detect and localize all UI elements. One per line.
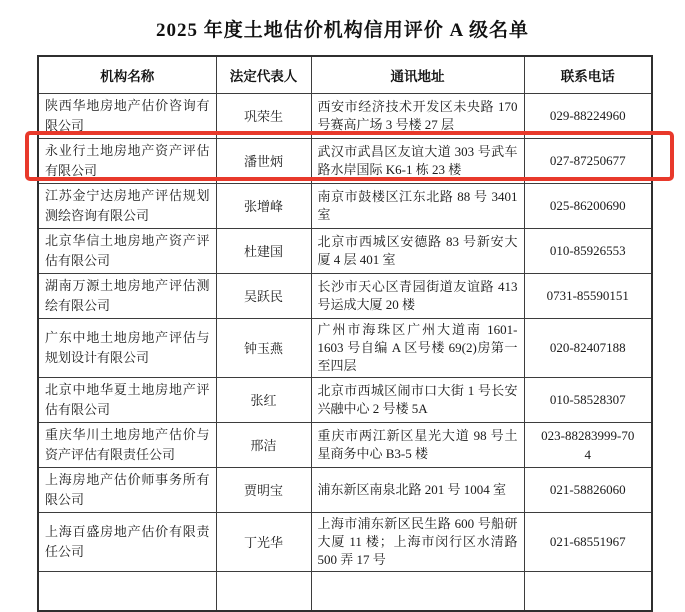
- phone-cell: [524, 318, 652, 377]
- table-row: [38, 228, 652, 273]
- col-header-org-name: 机构名称: [38, 56, 216, 93]
- col-header-phone: 联系电话: [524, 56, 652, 93]
- org-name-cell: 陕西华地房地产估价咨询有限公司: [38, 93, 216, 138]
- address-cell: 浦东新区南泉北路 201 号 1004 室: [311, 467, 524, 512]
- phone-cell: [524, 138, 652, 183]
- org-name-cell: [38, 571, 216, 611]
- phone-number: 027-87250677: [549, 153, 626, 168]
- phone-number: 021-58826060: [549, 482, 626, 497]
- legal-rep-cell: 张红: [216, 377, 311, 422]
- address-cell: 西安市经济技术开发区未央路 170 号赛高广场 3 号楼 27 层: [311, 93, 524, 138]
- address-cell: 上海市浦东新区民生路 600 号船研大厦 11 楼；上海市闵行区水清路 500 弄 17 号: [311, 512, 524, 571]
- address-cell: 南京市鼓楼区江东北路 88 号 3401 室: [311, 183, 524, 228]
- legal-rep-cell: 邢洁: [216, 422, 311, 467]
- org-name-cell: 永业行土地房地产资产评估有限公司: [38, 138, 216, 183]
- address-cell: [311, 571, 524, 611]
- col-header-address: 通讯地址: [311, 56, 524, 93]
- org-name-cell: 上海百盛房地产估价有限责任公司: [38, 512, 216, 571]
- address-cell: 武汉市武昌区友谊大道 303 号武车路水岸国际 K6-1 栋 23 楼: [311, 138, 524, 183]
- legal-rep-cell: 吴跃民: [216, 273, 311, 318]
- org-name-cell: 重庆华川土地房地产估价与资产评估有限责任公司: [38, 422, 216, 467]
- legal-rep-cell: 巩荣生: [216, 93, 311, 138]
- org-name-cell: 江苏金宁达房地产评估规划测绘咨询有限公司: [38, 183, 216, 228]
- phone-cell: [524, 93, 652, 138]
- phone-cell: [524, 422, 652, 467]
- address-cell: 北京市西城区安德路 83 号新安大厦 4 层 401 室: [311, 228, 524, 273]
- address-cell: 重庆市两江新区星光大道 98 号土星商务中心 B3-5 楼: [311, 422, 524, 467]
- phone-cell: [524, 228, 652, 273]
- phone-number: 0731-85590151: [546, 288, 629, 303]
- org-name-cell: 广东中地土地房地产评估与规划设计有限公司: [38, 318, 216, 377]
- table-row: [38, 318, 652, 377]
- phone-cell: [524, 512, 652, 571]
- phone-number: 029-88224960: [549, 108, 626, 123]
- legal-rep-cell: 张增峰: [216, 183, 311, 228]
- org-name-cell: 上海房地产估价师事务所有限公司: [38, 467, 216, 512]
- table-row: [38, 138, 652, 183]
- table-row: [38, 377, 652, 422]
- legal-rep-cell: 贾明宝: [216, 467, 311, 512]
- phone-number: 025-86200690: [549, 198, 626, 213]
- phone-cell: [524, 571, 652, 611]
- agency-table: [37, 55, 653, 612]
- table-row: [38, 512, 652, 571]
- address-cell: 长沙市天心区青园街道友谊路 413 号运成大厦 20 楼: [311, 273, 524, 318]
- page-title: 2025 年度土地估价机构信用评价 A 级名单: [156, 20, 529, 41]
- table-row: [38, 273, 652, 318]
- address-cell: 广州市海珠区广州大道南 1601-1603 号自编 A 区号楼 69(2)房第一至四层: [311, 318, 524, 377]
- address-cell: 北京市西城区闹市口大街 1 号长安兴融中心 2 号楼 5A: [311, 377, 524, 422]
- legal-rep-cell: [216, 571, 311, 611]
- table-body: [38, 93, 652, 611]
- legal-rep-cell: 杜建国: [216, 228, 311, 273]
- phone-cell: [524, 183, 652, 228]
- legal-rep-cell: 丁光华: [216, 512, 311, 571]
- phone-cell: [524, 377, 652, 422]
- table-row: [38, 93, 652, 138]
- org-name-cell: 北京中地华夏土地房地产评估有限公司: [38, 377, 216, 422]
- header-row: [38, 56, 652, 93]
- phone-number: 020-82407188: [549, 340, 626, 355]
- phone-number: 021-68551967: [549, 534, 626, 549]
- table-row: [38, 422, 652, 467]
- table-row: [38, 467, 652, 512]
- legal-rep-cell: 潘世炳: [216, 138, 311, 183]
- phone-cell: [524, 273, 652, 318]
- org-name-cell: 北京华信土地房地产资产评估有限公司: [38, 228, 216, 273]
- phone-number: 023-88283999-704: [541, 427, 635, 462]
- legal-rep-cell: 钟玉燕: [216, 318, 311, 377]
- table-row: [38, 571, 652, 611]
- phone-number: 010-85926553: [549, 243, 626, 258]
- org-name-cell: 湖南万源土地房地产评估测绘有限公司: [38, 273, 216, 318]
- phone-number: 010-58528307: [549, 392, 626, 407]
- agency-table-container: [37, 55, 653, 612]
- table-row: [38, 183, 652, 228]
- phone-cell: [524, 467, 652, 512]
- col-header-legal-rep: 法定代表人: [216, 56, 311, 93]
